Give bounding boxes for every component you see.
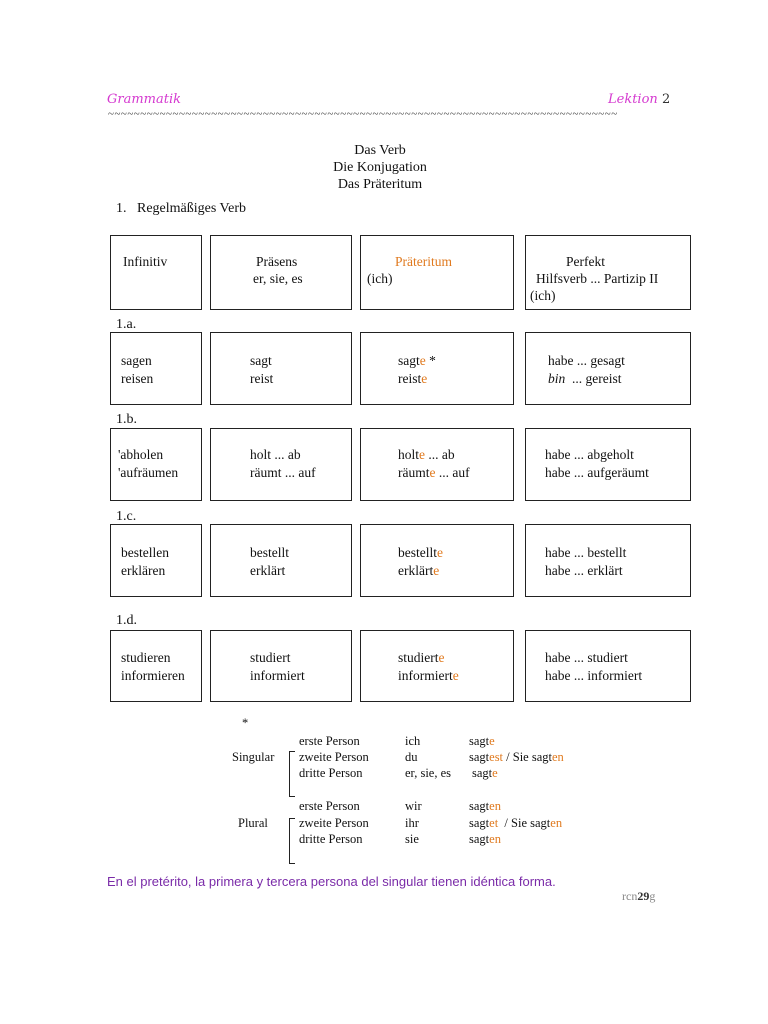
person-label: dritte Person — [299, 832, 363, 846]
perfekt-structure: Hilfsverb ... Partizip II — [536, 271, 659, 286]
verb-form: bestellte — [398, 545, 443, 560]
person-label: erste Person — [299, 799, 360, 813]
title-line-3: Das Präteritum — [337, 177, 423, 192]
conjugated-form: sagten — [469, 799, 501, 813]
conjugated-form: sagtest / Sie sagten — [469, 750, 564, 764]
verb-text: erklärt — [250, 563, 286, 578]
header-lesson — [608, 92, 670, 107]
praesens-label: Präsens — [256, 254, 298, 269]
praeteritum-cell — [360, 630, 514, 702]
conjugated-form: sagten — [469, 832, 501, 846]
praesens-cell — [210, 428, 352, 501]
verb-text: sagt — [250, 353, 272, 368]
verb-text: habe ... abgeholt — [545, 447, 634, 462]
infinitiv-cell — [110, 630, 202, 702]
page-number: rcn29g — [622, 889, 656, 903]
verb-text: informieren — [121, 668, 185, 683]
verb-text: 'abholen — [118, 447, 164, 462]
section-heading: 1. Regelmäßiges Verb — [116, 201, 246, 216]
conjugated-form: sagte — [469, 734, 495, 748]
verb-form: holte ... ab — [398, 447, 455, 462]
pronoun: ich — [405, 734, 421, 748]
verb-text: habe ... aufgeräumt — [545, 465, 649, 480]
col-perfekt-header — [525, 235, 691, 310]
verb-text: 'aufräumen — [118, 465, 179, 480]
praesens-pronouns: er, sie, es — [253, 271, 303, 286]
verb-form: informierte — [398, 668, 459, 683]
person-label: erste Person — [299, 734, 360, 748]
verb-text: bestellt — [250, 545, 289, 560]
col-praesens-header — [210, 235, 352, 310]
col-praeteritum-header — [360, 235, 514, 310]
group-label: 1.d. — [116, 613, 137, 628]
singular-bracket — [289, 751, 295, 797]
pronoun: wir — [405, 799, 422, 813]
spanish-note: En el pretérito, la primera y tercera persona del singular tienen idéntica forma. — [107, 874, 556, 889]
praeteritum-cell — [360, 332, 514, 405]
singular-label: Singular — [232, 750, 275, 764]
person-label: zweite Person — [299, 816, 369, 830]
praesens-cell — [210, 630, 352, 702]
col-infinitiv-header — [110, 235, 202, 310]
verb-text: habe ... erklärt — [545, 563, 623, 578]
verb-text: holt ... ab — [250, 447, 301, 462]
verb-form: studierte — [398, 650, 445, 665]
verb-text: informiert — [250, 668, 305, 683]
pronoun: ihr — [405, 816, 419, 830]
praeteritum-label: Präteritum — [395, 254, 452, 269]
verb-text: erklären — [121, 563, 166, 578]
infinitiv-cell — [110, 524, 202, 597]
praeteritum-pronoun: (ich) — [367, 271, 393, 286]
verb-text: bestellen — [121, 545, 169, 560]
pronoun: sie — [405, 832, 419, 846]
infinitiv-cell — [110, 332, 202, 405]
praeteritum-cell — [360, 524, 514, 597]
group-label: 1.c. — [116, 509, 137, 524]
person-label: dritte Person — [299, 766, 363, 780]
plural-label: Plural — [238, 816, 268, 830]
group-label: 1.b. — [116, 412, 137, 427]
verb-text: studiert — [250, 650, 291, 665]
verb-text: bin ... gereist — [548, 371, 622, 386]
perfekt-cell — [525, 332, 691, 405]
verb-form: reiste — [398, 371, 428, 386]
verb-text: räumt ... auf — [250, 465, 316, 480]
lesson-number: 2 — [661, 92, 671, 107]
person-label: zweite Person — [299, 750, 369, 764]
infinitiv-label: Infinitiv — [123, 254, 168, 269]
group-label: 1.a. — [116, 317, 137, 332]
header-divider: ~~~~~~~~~~~~~~~~~~~~~~~~~~~~~~~~~~~~~~~~~~~~~~~~~~~~~~~~~~~~~~~~~~~~~~~~~~~~~~~ — [108, 108, 618, 120]
perfekt-label: Perfekt — [566, 254, 605, 269]
verb-form: erklärte — [398, 563, 440, 578]
lesson-word: Lektion — [608, 92, 658, 107]
perfekt-cell — [525, 630, 691, 702]
verb-text: sagen — [121, 353, 152, 368]
verb-text: habe ... gesagt — [548, 353, 625, 368]
header-subject: Grammatik — [107, 92, 182, 107]
plural-bracket — [289, 818, 295, 864]
verb-form: räumte ... auf — [398, 465, 470, 480]
conjugated-form: sagtet / Sie sagten — [469, 816, 563, 830]
praeteritum-cell — [360, 428, 514, 501]
title-line-1: Das Verb — [354, 143, 406, 158]
verb-text: habe ... studiert — [545, 650, 628, 665]
infinitiv-cell — [110, 428, 202, 501]
perfekt-cell — [525, 524, 691, 597]
title-line-2: Die Konjugation — [333, 160, 427, 175]
footnote-asterisk: * — [242, 716, 249, 730]
verb-text: reist — [250, 371, 274, 386]
verb-text: reisen — [121, 371, 154, 386]
praesens-cell — [210, 332, 352, 405]
perfekt-cell — [525, 428, 691, 501]
pronoun: du — [405, 750, 418, 764]
verb-text: habe ... informiert — [545, 668, 643, 683]
verb-text: studieren — [121, 650, 171, 665]
conjugated-form: sagte — [472, 766, 498, 780]
perfekt-pronoun: (ich) — [530, 288, 556, 303]
pronoun: er, sie, es — [405, 766, 452, 780]
verb-text: habe ... bestellt — [545, 545, 627, 560]
praesens-cell — [210, 524, 352, 597]
verb-form: sagte * — [398, 353, 436, 368]
